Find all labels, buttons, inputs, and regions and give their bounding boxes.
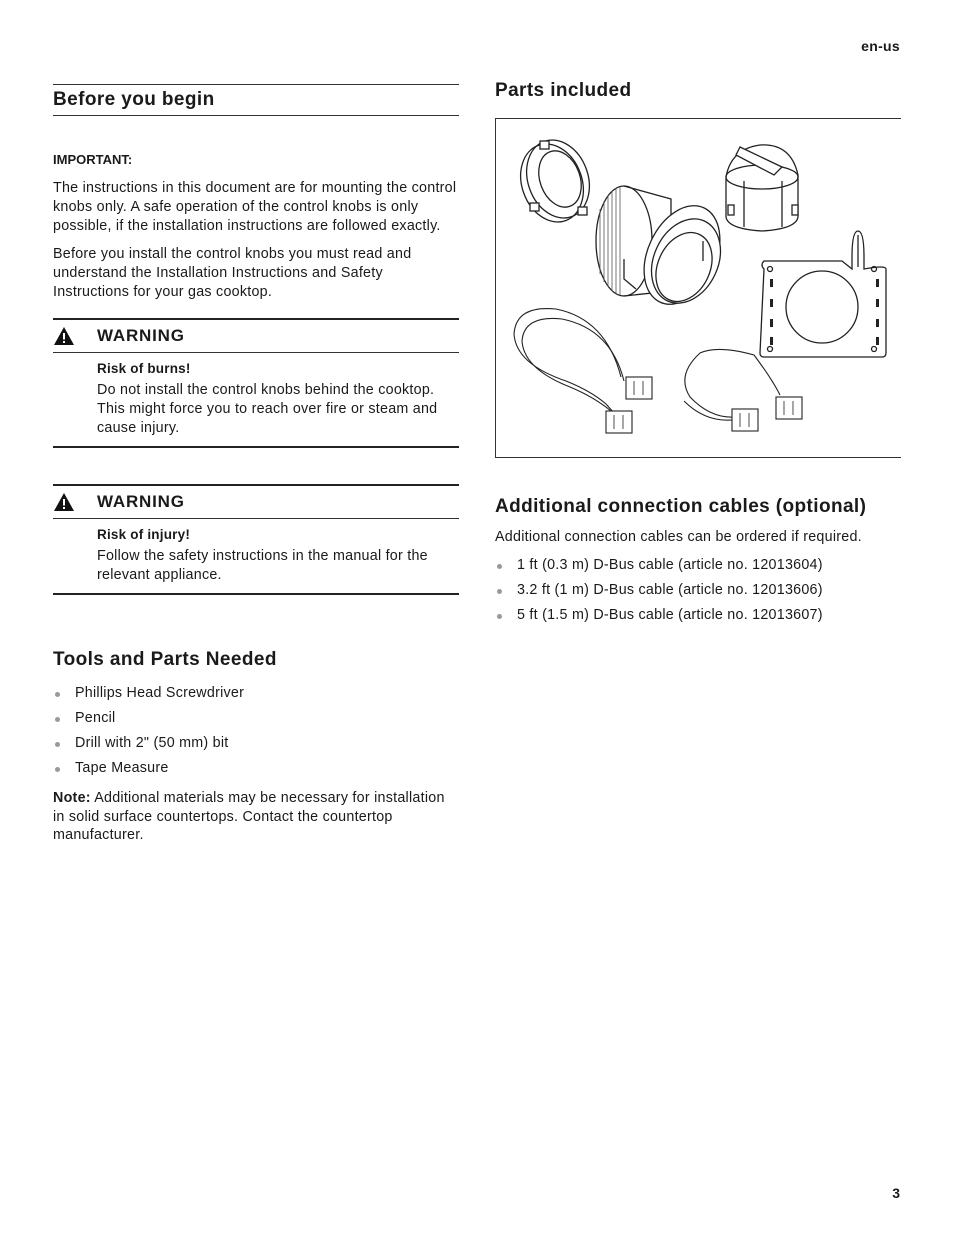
bullet-dot-icon (55, 742, 60, 747)
list-item (53, 706, 459, 731)
warning-box-burns (53, 318, 459, 448)
note-label: Note: (53, 789, 91, 806)
warning-text: Follow the safety instructions in the manual for the relevant appliance. (97, 547, 428, 583)
warning-triangle-icon (53, 326, 75, 346)
list-item (495, 553, 901, 578)
list-item-text: 5 ft (1.5 m) D-Bus cable (article no. 12013607) (517, 606, 823, 623)
important-label: IMPORTANT: (53, 152, 133, 167)
list-item-text: Pencil (75, 709, 116, 726)
warning-header (53, 486, 459, 519)
list-item (53, 681, 459, 706)
warning-header (53, 320, 459, 353)
tools-heading: Tools and Parts Needed (53, 648, 277, 670)
list-item (495, 603, 901, 628)
bullet-dot-icon (55, 717, 60, 722)
cables-list (495, 553, 901, 628)
note-paragraph (53, 789, 459, 845)
bullet-dot-icon (497, 564, 502, 569)
warning-triangle-icon (53, 492, 75, 512)
warning-box-injury (53, 484, 459, 595)
cables-intro: Additional connection cables can be ordered if required. (495, 529, 862, 545)
note-text: Additional materials may be necessary for installation in solid surface countertops. Contact the countertop manufacturer. (53, 789, 445, 844)
bullet-dot-icon (55, 767, 60, 772)
long-cable-part (514, 309, 652, 433)
locale-label: en-us (861, 38, 900, 54)
short-cable-part (684, 349, 802, 431)
mounting-bracket-part (760, 231, 886, 357)
list-item-text: Phillips Head Screwdriver (75, 684, 245, 701)
list-item-text: 1 ft (0.3 m) D-Bus cable (article no. 12013604) (517, 556, 823, 573)
bullet-dot-icon (55, 692, 60, 697)
cables-heading: Additional connection cables (optional) (495, 496, 867, 517)
intro-paragraph-1: The instructions in this document are for mounting the control knobs only. A safe operation of the control knobs is only possible, if the installation instructions are followed exactly. (53, 180, 457, 234)
list-item-text: Tape Measure (75, 759, 169, 776)
intro-paragraph-2: Before you install the control knobs you must read and understand the Installation Instructions and Safety Instructions for your gas cooktop. (53, 246, 412, 300)
before-you-begin-header (53, 84, 459, 116)
right-column (495, 80, 901, 628)
before-you-begin-heading: Before you begin (53, 89, 215, 110)
list-item (53, 756, 459, 781)
warning-text: Do not install the control knobs behind the cooktop. This might force you to reach over fire or steam and cause injury. (97, 381, 438, 436)
warning-subtitle: Risk of burns! (97, 360, 191, 376)
tools-list (53, 681, 459, 781)
left-column (53, 84, 459, 855)
list-item-text: Drill with 2" (50 mm) bit (75, 734, 229, 751)
bullet-dot-icon (497, 614, 502, 619)
warning-subtitle: Risk of injury! (97, 526, 191, 542)
page-number: 3 (892, 1185, 900, 1201)
bullet-dot-icon (497, 589, 502, 594)
warning-title: WARNING (97, 491, 185, 511)
parts-drawing (496, 119, 902, 457)
mounting-ring-part (510, 131, 600, 231)
list-item-text: 3.2 ft (1 m) D-Bus cable (article no. 12013606) (517, 581, 823, 598)
list-item (53, 731, 459, 756)
knob-housing-part (596, 186, 735, 316)
knob-cap-part (726, 145, 798, 231)
parts-included-heading: Parts included (495, 80, 632, 101)
list-item (495, 578, 901, 603)
parts-illustration (495, 118, 901, 458)
warning-title: WARNING (97, 325, 185, 345)
